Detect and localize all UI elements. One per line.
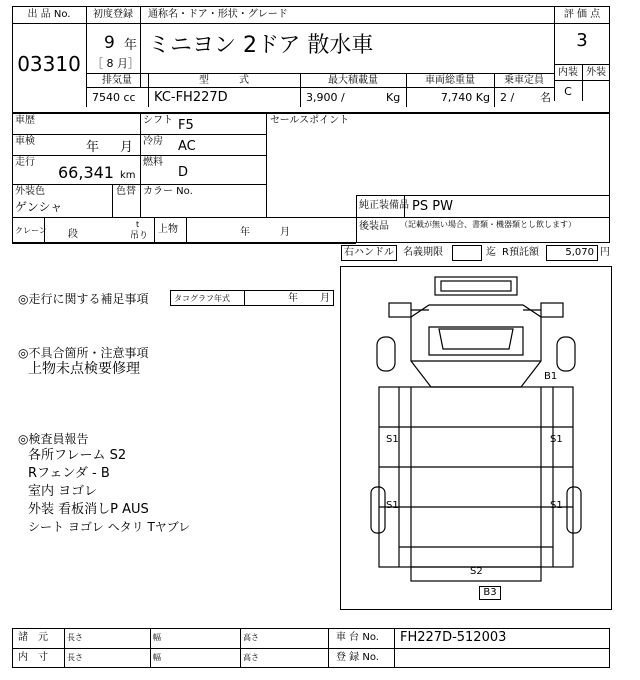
- until-label: 迄: [486, 247, 496, 258]
- inspector-line: Rフェンダ - B: [28, 466, 110, 481]
- crane-tsuri: 吊り: [130, 231, 149, 241]
- color-value: ゲンシャ: [15, 200, 63, 214]
- crane-t: t: [136, 220, 140, 229]
- lot-number: 03310: [17, 52, 81, 76]
- reg-no-label: 登 録 No.: [336, 652, 379, 663]
- damage-mark-b3: B3: [479, 586, 501, 600]
- reg-label: 初度登録: [93, 9, 133, 20]
- car-name: ミニヨン 2ドア 散水車: [148, 33, 374, 58]
- width-label: 幅: [153, 633, 161, 642]
- length-label: 長さ: [67, 633, 83, 642]
- vehicle-diagram: [340, 266, 612, 610]
- seats-unit: 名: [540, 91, 551, 104]
- inspector-line: シート ヨゴレ ヘタリ Tヤブレ: [28, 520, 191, 534]
- equip-value: PS PW: [412, 199, 453, 214]
- seats-label: 乗車定員: [504, 75, 544, 86]
- shift-label: シフト: [143, 115, 173, 126]
- inspection-month: 月: [120, 140, 134, 155]
- damage-mark-s2: S2: [470, 566, 483, 577]
- after-label: 後装品: [359, 221, 389, 232]
- name-change-box: [452, 245, 482, 261]
- mileage-value: 66,341: [58, 163, 114, 182]
- ac-label: 冷房: [143, 136, 163, 147]
- color-change-label: 色替: [116, 186, 136, 197]
- spec-row-label: 諸 元: [18, 632, 48, 643]
- damage-mark-s1-left-lower: S1: [386, 500, 399, 511]
- tacho-month: 月: [320, 293, 330, 304]
- chassis-value: FH227D-512003: [400, 630, 507, 645]
- damage-mark-s1-right-upper: S1: [550, 434, 563, 445]
- fuel-value: D: [178, 165, 189, 180]
- name-change-label: 名義期限: [403, 247, 443, 258]
- inspector-line: 室内 ヨゴレ: [28, 484, 98, 499]
- inspection-year: 年: [86, 140, 100, 155]
- color-label: 外装色: [15, 186, 45, 197]
- interior-score: C: [564, 85, 572, 98]
- capacity-value: 3,900 /: [306, 91, 345, 104]
- recycle-label: R預託額: [502, 247, 539, 258]
- sales-point-label: セールスポイント: [270, 115, 350, 126]
- score-value: 3: [576, 30, 588, 51]
- inspector-line: 外装 看板消しP AUS: [28, 502, 149, 517]
- shift-value: F5: [178, 118, 194, 133]
- gross-value: 7,740 Kg: [440, 91, 490, 104]
- inspection-label: 車検: [15, 136, 35, 147]
- crane-dan: 段: [68, 229, 78, 240]
- model-label: 型 式: [199, 75, 249, 86]
- defects-title: ◎不具合箇所・注意事項: [18, 346, 149, 360]
- reg-year: 9: [104, 33, 115, 53]
- reg-month: ［ 8 月］: [92, 57, 139, 70]
- reg-year-unit: 年: [124, 38, 138, 53]
- tacho-year: 年: [288, 293, 298, 304]
- width-label-inner: 幅: [153, 653, 161, 662]
- right-handle-label: 右ハンドル: [344, 247, 394, 258]
- defect-line: 上物未点検要修理: [28, 361, 140, 377]
- damage-mark-s1-left-upper: S1: [386, 434, 399, 445]
- inspector-line: 各所フレーム S2: [28, 448, 127, 463]
- upper-month: 月: [280, 227, 290, 238]
- height-label: 高さ: [243, 633, 259, 642]
- capacity-unit: Kg: [386, 91, 401, 104]
- damage-mark-s1-right-lower: S1: [550, 500, 563, 511]
- upper-year: 年: [240, 227, 250, 238]
- equip-label: 純正装備品: [359, 200, 409, 211]
- lot-label: 出 品 No.: [27, 9, 71, 20]
- chassis-label: 車 台 No.: [336, 632, 379, 643]
- ac-value: AC: [178, 139, 196, 154]
- capacity-label: 最大積載量: [328, 75, 378, 86]
- upper-label: 上物: [158, 224, 178, 235]
- inner-row-label: 内 寸: [18, 652, 48, 663]
- recycle-value: 5,070: [565, 247, 594, 258]
- damage-mark-b1: B1: [544, 371, 558, 382]
- length-label-inner: 長さ: [67, 653, 83, 662]
- gross-label: 車両総重量: [425, 75, 475, 86]
- color-code-label: カラー No.: [143, 186, 193, 197]
- inspector-title: ◎検査員報告: [18, 432, 89, 446]
- truck-outline-svg: [341, 267, 611, 609]
- interior-label: 内装: [558, 67, 578, 78]
- running-title: ◎走行に関する補足事項: [18, 292, 149, 306]
- score-label: 評 価 点: [563, 9, 601, 20]
- history-label: 車歴: [15, 115, 35, 126]
- crane-label: クレーン: [15, 226, 47, 235]
- recycle-unit: 円: [600, 247, 610, 258]
- displacement-label: 排気量: [102, 75, 132, 86]
- name-label: 通称名・ドア・形状・グレード: [148, 9, 288, 20]
- model-value: KC-FH227D: [154, 90, 228, 105]
- mileage-unit: km: [120, 170, 136, 181]
- exterior-label: 外装: [586, 67, 606, 78]
- after-note: （記載が無い場合、書類・機器類とし飲します）: [400, 220, 576, 229]
- fuel-label: 燃料: [143, 157, 163, 168]
- height-label-inner: 高さ: [243, 653, 259, 662]
- tacho-label: タコグラフ年式: [174, 294, 230, 303]
- mileage-label: 走行: [15, 157, 35, 168]
- displacement-value: 7540 cc: [92, 91, 136, 104]
- seats-value: 2 /: [500, 91, 515, 104]
